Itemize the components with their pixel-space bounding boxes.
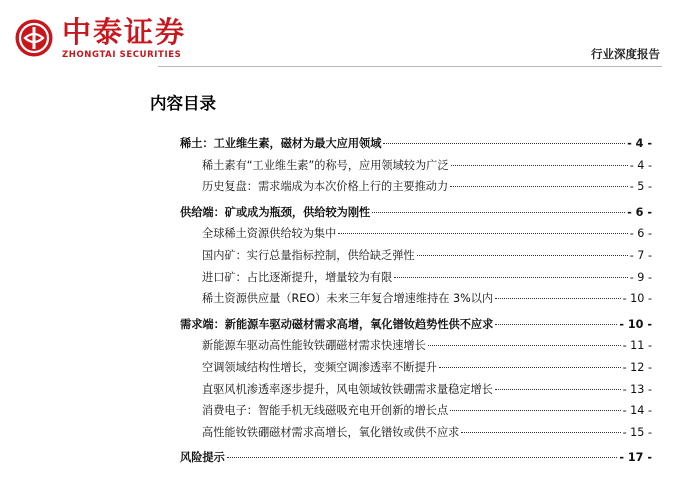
toc-entry-page: - 14 - xyxy=(622,404,652,418)
toc-entry[interactable] xyxy=(180,379,652,401)
table-of-contents xyxy=(180,133,652,469)
toc-entry[interactable] xyxy=(180,314,652,336)
toc-entry[interactable] xyxy=(180,223,652,245)
toc-dot-leader xyxy=(227,457,618,458)
toc-dot-leader xyxy=(394,277,627,278)
toc-entry-page: - 6 - xyxy=(627,205,652,219)
toc-entry[interactable] xyxy=(180,267,652,289)
report-header xyxy=(0,0,700,72)
toc-entry-title: 稀土：工业维生素，磁材为最大应用领域 xyxy=(180,137,382,150)
toc-entry-page: - 4 - xyxy=(629,158,652,172)
toc-dot-leader xyxy=(372,212,625,213)
toc-entry-page: - 7 - xyxy=(629,248,652,262)
toc-entry-page: - 5 - xyxy=(629,180,652,194)
toc-entry-title: 稀土资源供应量（REO）未来三年复合增速维持在 3%以内 xyxy=(202,292,494,306)
toc-entry-page: - 10 - xyxy=(619,317,652,331)
toc-entry-title: 供给端：矿或成为瓶颈，供给较为刚性 xyxy=(180,205,371,219)
toc-entry-page: - 12 - xyxy=(622,360,652,374)
toc-dot-leader xyxy=(428,345,621,346)
toc-dot-leader xyxy=(495,298,620,299)
toc-entry-title: 全球稀土资源供给较为集中 xyxy=(202,227,337,241)
toc-title: 内容目录 xyxy=(150,94,216,113)
toc-entry-title: 风险提示 xyxy=(180,451,225,465)
toc-entry[interactable] xyxy=(180,176,652,198)
toc-entry[interactable] xyxy=(180,422,652,444)
toc-entry-title: 空调领域结构性增长，变频空调渗透率不断提升 xyxy=(202,360,437,374)
toc-entry-page: - 10 - xyxy=(622,292,652,306)
toc-entry-title: 历史复盘：需求端成为本次价格上行的主要推动力 xyxy=(202,180,449,194)
toc-entry-title: 消费电子：智能手机无线磁吸充电开创新的增长点 xyxy=(202,404,449,418)
header-divider xyxy=(158,66,662,67)
toc-entry-page: - 9 - xyxy=(629,270,652,284)
toc-entry[interactable] xyxy=(180,133,652,155)
toc-entry[interactable] xyxy=(180,400,652,422)
zhongtai-logo-icon xyxy=(14,18,54,58)
toc-entry[interactable] xyxy=(180,202,652,224)
toc-dot-leader xyxy=(439,367,621,368)
toc-dot-leader xyxy=(450,186,628,187)
company-name-cn: 中泰证券 xyxy=(62,15,187,49)
toc-entry-title: 新能源车驱动高性能钕铁硼磁材需求快速增长 xyxy=(202,339,426,353)
toc-entry[interactable] xyxy=(180,357,652,379)
toc-entry-title: 进口矿：占比逐渐提升，增量较为有限 xyxy=(202,270,393,284)
toc-entry[interactable] xyxy=(180,245,652,267)
toc-entry-page: - 6 - xyxy=(629,227,652,241)
toc-entry-page: - 4 - xyxy=(627,137,652,150)
toc-entry-page: - 15 - xyxy=(622,425,652,439)
toc-dot-leader xyxy=(451,165,628,166)
toc-entry-title: 直驱风机渗透率逐步提升，风电领域钕铁硼需求量稳定增长 xyxy=(202,382,493,396)
company-name-en: ZHONGTAI SECURITIES xyxy=(62,50,182,60)
toc-dot-leader xyxy=(495,389,621,390)
toc-entry-title: 高性能钕铁硼磁材需求高增长，氧化镨钕或供不应求 xyxy=(202,425,460,439)
toc-dot-leader xyxy=(461,432,620,433)
toc-dot-leader xyxy=(338,233,627,234)
toc-entry[interactable] xyxy=(180,447,652,469)
report-type-label: 行业深度报告 xyxy=(591,47,660,61)
toc-dot-leader xyxy=(495,324,617,325)
toc-entry-title: 稀土素有“工业维生素”的称号，应用领域较为广泛 xyxy=(202,158,449,172)
toc-entry-page: - 13 - xyxy=(622,382,652,396)
toc-entry[interactable] xyxy=(180,288,652,310)
toc-entry-title: 国内矿：实行总量指标控制，供给缺乏弹性 xyxy=(202,248,415,262)
toc-entry[interactable] xyxy=(180,155,652,177)
toc-dot-leader xyxy=(417,255,628,256)
toc-entry-title: 需求端：新能源车驱动磁材需求高增，氧化镨钕趋势性供不应求 xyxy=(180,317,494,331)
toc-entry-page: - 11 - xyxy=(622,339,652,353)
toc-entry[interactable] xyxy=(180,335,652,357)
toc-dot-leader xyxy=(450,410,620,411)
toc-dot-leader xyxy=(383,143,625,144)
toc-entry-page: - 17 - xyxy=(619,451,652,465)
